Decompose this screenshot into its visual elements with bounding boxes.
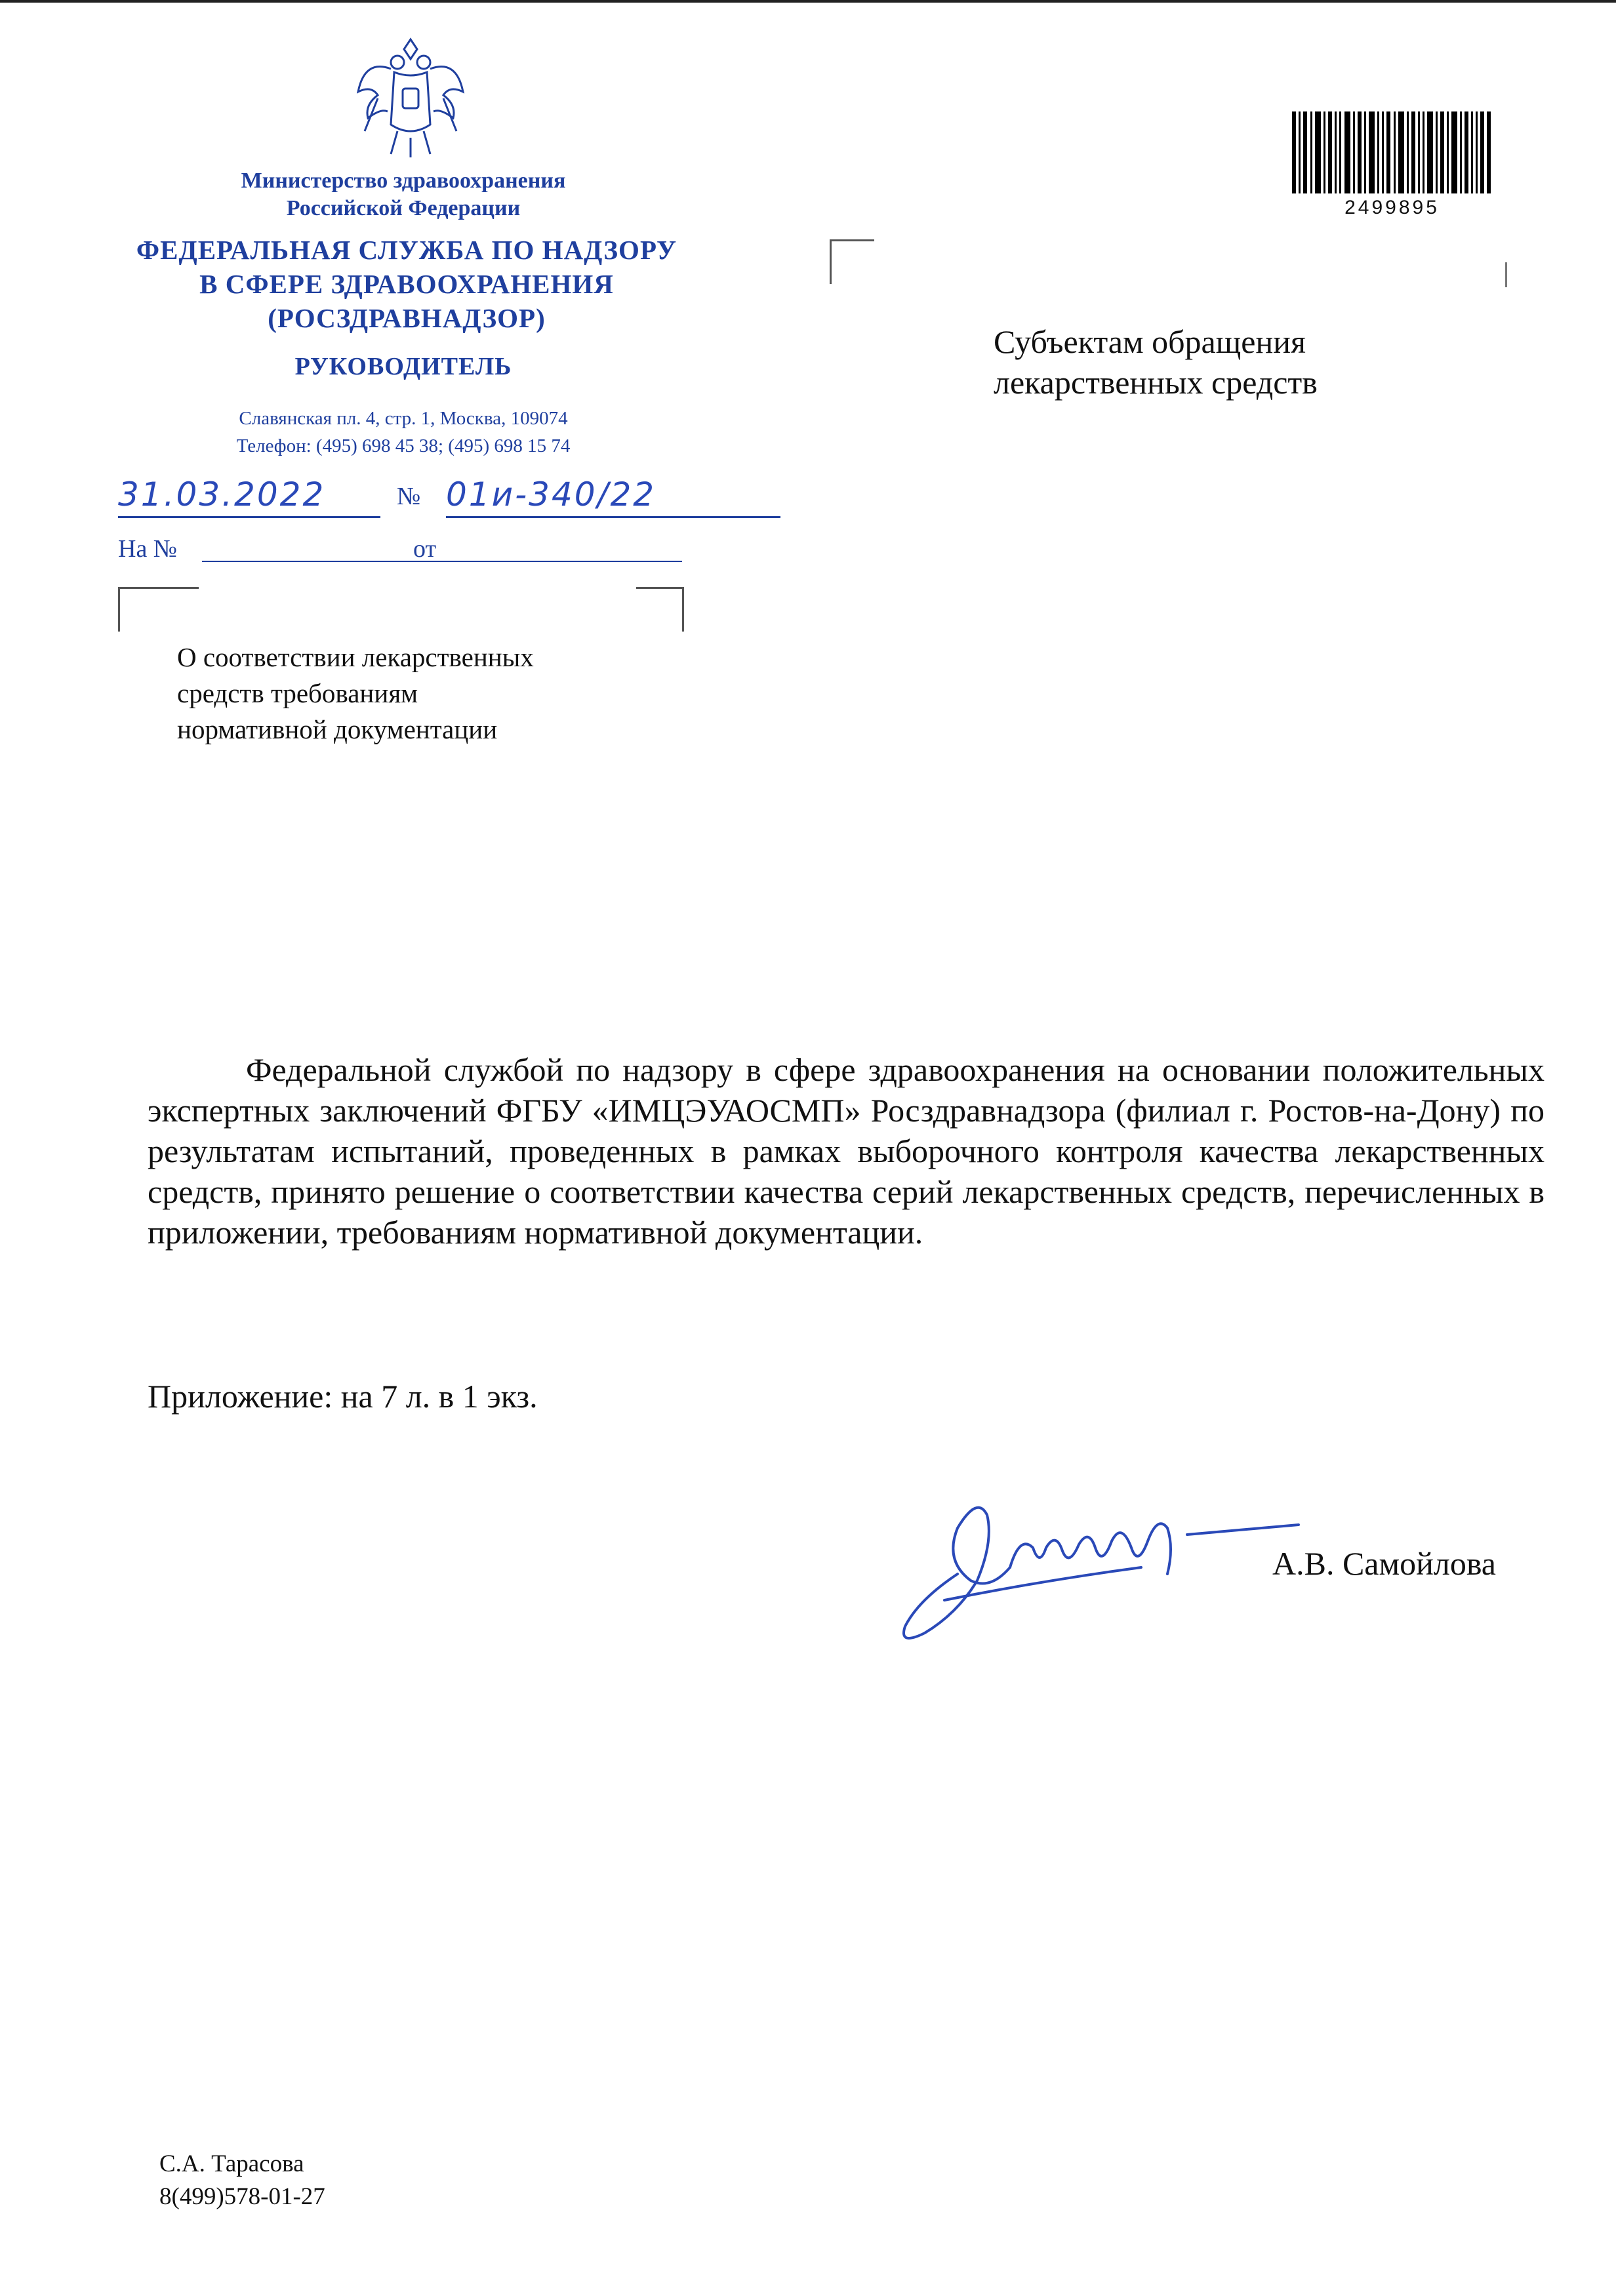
executor-phone: 8(499)578-01-27 [159, 2183, 325, 2210]
barcode-icon [1292, 111, 1492, 200]
from-blank [456, 561, 682, 562]
subject-line-1: О соответствии лекарственных [177, 642, 534, 672]
eagle-emblem-icon [352, 33, 470, 164]
recipient-line-1: Субъектам обращения [994, 323, 1306, 360]
on-no-label: На № [118, 535, 178, 563]
subject-line-2: средств требованиям [177, 678, 418, 708]
ministry-line-2: Российской Федерации [286, 196, 521, 220]
attachment-note: Приложение: на 7 л. в 1 экз. [148, 1378, 538, 1415]
recipient-block [994, 321, 1518, 403]
subject-corner-right [636, 587, 684, 632]
agency-name [111, 233, 702, 335]
recipient-line-2: лекарственных средств [994, 364, 1318, 401]
recipient-corner-right [1505, 262, 1507, 287]
number-underline [446, 516, 780, 518]
recipient-corner-left [830, 239, 874, 284]
subject-block [177, 639, 702, 748]
ministry-line-1: Министерство здравоохранения [241, 169, 566, 193]
reference-line [118, 534, 695, 567]
executor-block [159, 2148, 325, 2213]
date-underline [118, 516, 380, 518]
signer-name: А.В. Самойлова [1272, 1545, 1496, 1582]
handwritten-signature [879, 1469, 1305, 1653]
address-line: Славянская пл. 4, стр. 1, Москва, 109074 [239, 408, 568, 429]
ministry-name [151, 167, 656, 222]
agency-line-3: (РОСЗДРАВНАДЗОР) [268, 303, 546, 333]
body-paragraph: Федеральной службой по надзору в сфере здравоохранения на основании положительных экспертных заключений ФГБУ «ИМЦЭУАОСМП» Росздравнадзора (филиал г. Ростов-на-Дону) по результатам испытаний, проведенных в рамках выборочного контроля качества лекарственных средств, принято решение о соответствии качества серий лекарственных средств, перечисленных в приложении, требованиям нормативной документации. [148, 1051, 1545, 1251]
subject-corner-left [118, 587, 199, 632]
executor-name: С.А. Тарасова [159, 2150, 304, 2177]
agency-line-1: ФЕДЕРАЛЬНАЯ СЛУЖБА ПО НАДЗОРУ [136, 235, 677, 265]
registration-number: 01и-340/22 [446, 475, 656, 514]
subject-line-3: нормативной документации [177, 714, 498, 744]
registration-date: 31.03.2022 [118, 475, 326, 514]
phone-line: Телефон: (495) 698 45 38; (495) 698 15 74 [236, 435, 571, 456]
number-sign: № [397, 483, 421, 510]
registration-line [118, 475, 807, 528]
agency-line-2: В СФЕРЕ ЗДРАВООХРАНЕНИЯ [199, 269, 614, 299]
position-title: РУКОВОДИТЕЛЬ [294, 353, 512, 380]
barcode-number: 2499895 [1344, 197, 1440, 218]
address-block [151, 405, 656, 460]
from-label: от [413, 535, 437, 563]
scan-edge [0, 0, 1616, 3]
